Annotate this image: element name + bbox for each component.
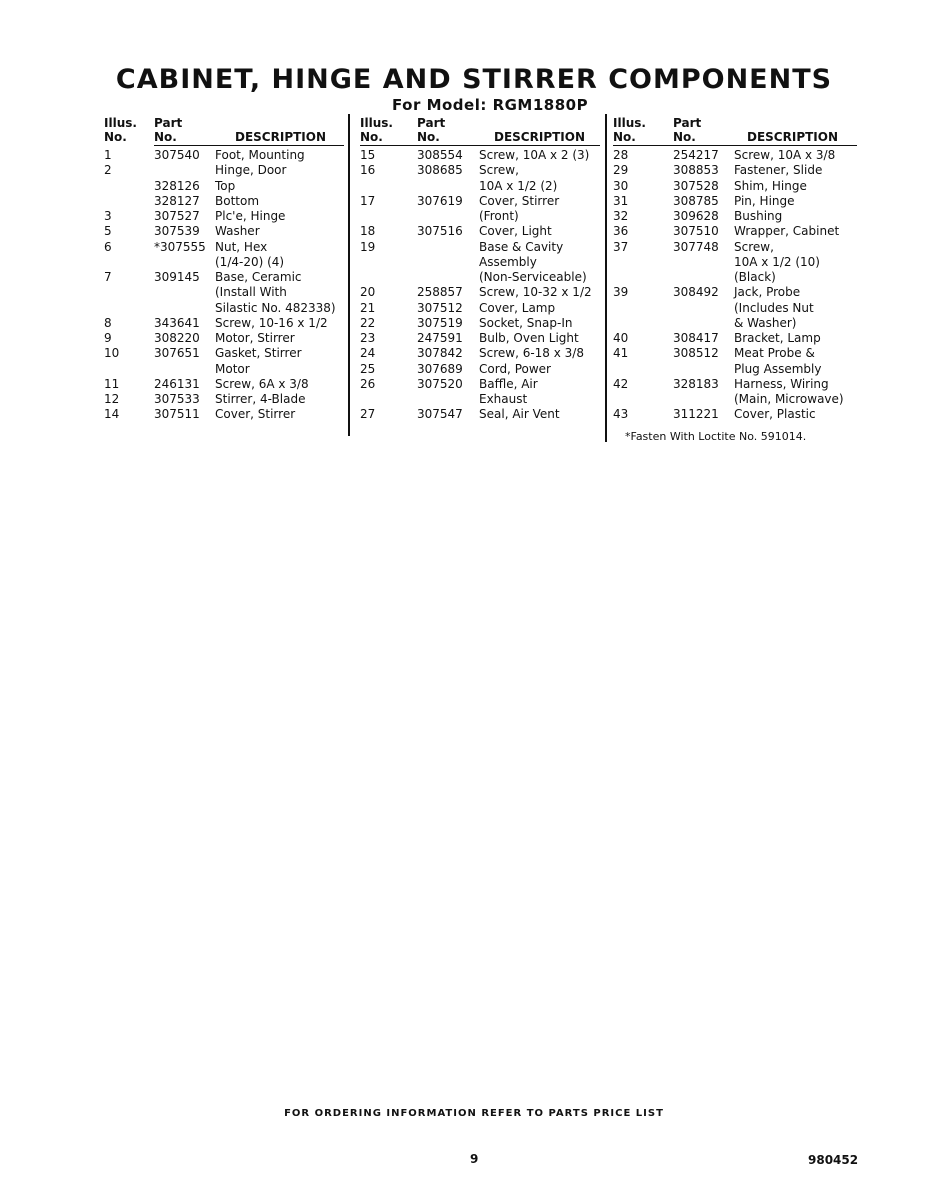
header-underline [154, 145, 344, 146]
illus-number: 37 [613, 239, 629, 254]
parts-row [613, 316, 865, 331]
illus-number: 19 [360, 239, 376, 254]
part-description: Baffle, Air [479, 376, 538, 391]
illus-number: 17 [360, 193, 376, 208]
parts-row [104, 209, 344, 224]
parts-row [360, 285, 606, 300]
part-number: 308492 [673, 285, 719, 300]
parts-row [104, 194, 344, 209]
part-description: Silastic No. 482338) [215, 300, 336, 315]
header-description: DESCRIPTION [235, 130, 327, 144]
parts-row [360, 224, 606, 239]
illus-number: 26 [360, 376, 376, 391]
illus-number: 10 [104, 346, 120, 361]
part-number: 307619 [417, 193, 463, 208]
part-number: 311221 [673, 407, 719, 422]
parts-row [613, 148, 865, 163]
parts-row [360, 346, 606, 361]
footnote: *Fasten With Loctite No. 591014. [625, 430, 807, 443]
parts-row [613, 362, 865, 377]
part-number: 307512 [417, 300, 463, 315]
part-description: Screw, 10-16 x 1/2 [215, 315, 328, 330]
parts-rows [360, 148, 606, 423]
parts-column-3 [613, 114, 865, 423]
illus-number: 15 [360, 148, 376, 162]
part-description: Socket, Snap-In [479, 315, 573, 330]
part-number: 308785 [673, 193, 719, 208]
parts-row [104, 316, 344, 331]
illus-number: 16 [360, 163, 376, 178]
part-description: 10A x 1/2 (2) [479, 178, 558, 193]
part-number: 307748 [673, 239, 719, 254]
illus-number: 36 [613, 224, 629, 239]
part-description: (Includes Nut [734, 300, 814, 315]
part-description: Screw, 10A x 3/8 [734, 148, 836, 162]
part-description: Gasket, Stirrer [215, 346, 302, 361]
illus-number: 41 [613, 346, 629, 361]
part-number: *307555 [154, 239, 206, 254]
parts-rows [104, 148, 344, 423]
illus-number: 43 [613, 407, 629, 422]
illus-number: 21 [360, 300, 376, 315]
part-number: 308554 [417, 148, 463, 162]
parts-row [104, 362, 344, 377]
parts-row [613, 194, 865, 209]
part-number: 247591 [417, 331, 463, 345]
page-title: CABINET, HINGE AND STIRRER COMPONENTS [115, 64, 833, 95]
illus-number: 3 [104, 209, 112, 223]
parts-rows [613, 148, 865, 423]
parts-row [104, 148, 344, 163]
parts-row [104, 240, 344, 255]
part-description: (Front) [479, 209, 519, 223]
parts-row [360, 179, 606, 194]
part-description: Exhaust [479, 392, 528, 406]
part-description: (Black) [734, 270, 776, 284]
part-number: 258857 [417, 285, 463, 300]
header-illus-no: Illus. No. [613, 116, 646, 144]
illus-number: 2 [104, 163, 112, 178]
part-number: 254217 [673, 148, 719, 162]
part-description: Cover, Stirrer [479, 193, 560, 208]
part-number: 307527 [154, 209, 200, 223]
parts-row [360, 163, 606, 178]
part-description: Cover, Stirrer [215, 407, 296, 422]
illus-number: 39 [613, 285, 629, 300]
parts-row [104, 255, 344, 270]
parts-row [104, 285, 344, 300]
part-description: Bulb, Oven Light [479, 331, 579, 345]
header-description: DESCRIPTION [747, 130, 839, 144]
part-number: 307539 [154, 224, 200, 239]
parts-row [613, 346, 865, 361]
part-description: (1/4-20) (4) [215, 254, 285, 269]
parts-row [360, 148, 606, 163]
part-number: 308220 [154, 331, 200, 345]
parts-row [613, 209, 865, 224]
part-description: Washer [215, 224, 260, 239]
part-description: Screw, 10-32 x 1/2 [479, 285, 592, 300]
part-description: Motor [215, 361, 250, 376]
parts-row [613, 377, 865, 392]
part-number: 308853 [673, 163, 719, 178]
header-part-no: Part No. [154, 116, 183, 144]
part-number: 307689 [417, 361, 463, 376]
part-number: 307520 [417, 376, 463, 391]
parts-row [104, 377, 344, 392]
parts-row [613, 301, 865, 316]
header-illus-no: Illus. No. [104, 116, 137, 144]
illus-number: 31 [613, 193, 629, 208]
part-number: 343641 [154, 315, 200, 330]
header-description: DESCRIPTION [494, 130, 586, 144]
part-description: Motor, Stirrer [215, 331, 295, 345]
parts-row [104, 407, 344, 422]
part-description: Screw, 6A x 3/8 [215, 376, 309, 391]
illus-number: 29 [613, 163, 629, 178]
part-number: 307842 [417, 346, 463, 361]
part-description: (Install With [215, 285, 287, 300]
parts-row [613, 224, 865, 239]
part-description: Assembly [479, 254, 537, 269]
parts-row [360, 209, 606, 224]
part-description: Cord, Power [479, 361, 551, 376]
illus-number: 20 [360, 285, 376, 300]
part-description: Nut, Hex [215, 239, 268, 254]
parts-row [360, 301, 606, 316]
illus-number: 25 [360, 361, 376, 376]
column-divider-1 [348, 114, 350, 436]
parts-column-2 [360, 114, 606, 423]
part-description: Top [215, 178, 236, 193]
parts-row [360, 407, 606, 422]
parts-row [104, 392, 344, 407]
part-number: 307651 [154, 346, 200, 361]
illus-number: 23 [360, 331, 376, 345]
parts-row [360, 392, 606, 407]
part-description: Plug Assembly [734, 361, 822, 376]
illus-number: 1 [104, 148, 112, 162]
part-number: 328127 [154, 193, 200, 208]
part-number: 308417 [673, 331, 719, 345]
parts-row [360, 240, 606, 255]
header-part-no: Part No. [673, 116, 702, 144]
parts-column-1 [104, 114, 344, 423]
illus-number: 12 [104, 392, 120, 406]
part-description: Bracket, Lamp [734, 331, 821, 345]
parts-row [104, 270, 344, 285]
column-header [104, 114, 344, 148]
part-number: 328126 [154, 178, 200, 193]
part-description: Cover, Light [479, 224, 552, 239]
part-description: Fastener, Slide [734, 163, 823, 178]
illus-number: 11 [104, 376, 120, 391]
illus-number: 28 [613, 148, 629, 162]
parts-row [104, 301, 344, 316]
header-illus-no: Illus. No. [360, 116, 393, 144]
part-description: Bottom [215, 193, 260, 208]
parts-row [613, 255, 865, 270]
page-number: 9 [470, 1152, 479, 1166]
part-number: 308685 [417, 163, 463, 178]
part-description: Meat Probe & [734, 346, 815, 361]
parts-row [613, 270, 865, 285]
illus-number: 27 [360, 407, 376, 422]
parts-row [613, 179, 865, 194]
parts-row [613, 163, 865, 178]
part-description: Shim, Hinge [734, 178, 807, 193]
illus-number: 18 [360, 224, 376, 239]
parts-row [613, 240, 865, 255]
parts-row [360, 331, 606, 346]
parts-row [360, 362, 606, 377]
illus-number: 40 [613, 331, 629, 345]
column-header [360, 114, 606, 148]
parts-row [360, 270, 606, 285]
illus-number: 9 [104, 331, 112, 345]
parts-row [104, 224, 344, 239]
part-number: 328183 [673, 376, 719, 391]
part-description: Cover, Plastic [734, 407, 816, 422]
part-number: 307511 [154, 407, 200, 422]
part-description: Base & Cavity [479, 239, 564, 254]
part-description: Pin, Hinge [734, 193, 795, 208]
part-description: Screw, 6-18 x 3/8 [479, 346, 584, 361]
part-description: Cover, Lamp [479, 300, 556, 315]
header-underline [613, 145, 857, 146]
part-description: Stirrer, 4-Blade [215, 392, 306, 406]
parts-row [613, 331, 865, 346]
part-number: 309628 [673, 209, 719, 223]
part-description: Foot, Mounting [215, 148, 305, 162]
ordering-info: FOR ORDERING INFORMATION REFER TO PARTS PRICE LIST [284, 1108, 664, 1119]
part-description: Base, Ceramic [215, 270, 302, 284]
parts-row [104, 163, 344, 178]
parts-row [104, 346, 344, 361]
part-description: Bushing [734, 209, 783, 223]
part-description: Seal, Air Vent [479, 407, 560, 422]
part-description: Screw, 10A x 2 (3) [479, 148, 590, 162]
illus-number: 42 [613, 376, 629, 391]
part-number: 308512 [673, 346, 719, 361]
part-number: 307516 [417, 224, 463, 239]
parts-row [613, 392, 865, 407]
part-description: & Washer) [734, 315, 797, 330]
parts-row [613, 285, 865, 300]
part-number: 309145 [154, 270, 200, 284]
part-description: Screw, [479, 163, 519, 178]
part-description: Screw, [734, 239, 774, 254]
model-subtitle: For Model: RGM1880P [392, 96, 589, 114]
parts-row [104, 331, 344, 346]
parts-row [360, 377, 606, 392]
parts-row [613, 407, 865, 422]
illus-number: 8 [104, 315, 112, 330]
part-number: 307540 [154, 148, 200, 162]
part-description: Hinge, Door [215, 163, 287, 178]
header-underline [360, 145, 600, 146]
parts-row [104, 179, 344, 194]
parts-row [360, 255, 606, 270]
part-description: (Main, Microwave) [734, 392, 844, 406]
column-header [613, 114, 865, 148]
illus-number: 14 [104, 407, 120, 422]
part-number: 307528 [673, 178, 719, 193]
part-number: 307519 [417, 315, 463, 330]
part-description: Wrapper, Cabinet [734, 224, 840, 239]
illus-number: 6 [104, 239, 112, 254]
illus-number: 24 [360, 346, 376, 361]
part-description: (Non-Serviceable) [479, 270, 587, 284]
illus-number: 5 [104, 224, 112, 239]
illus-number: 7 [104, 270, 112, 284]
parts-row [360, 316, 606, 331]
part-number: 307547 [417, 407, 463, 422]
parts-row [360, 194, 606, 209]
illus-number: 32 [613, 209, 629, 223]
part-description: Harness, Wiring [734, 376, 829, 391]
illus-number: 22 [360, 315, 376, 330]
part-number: 307510 [673, 224, 719, 239]
document-number: 980452 [808, 1153, 859, 1167]
part-description: 10A x 1/2 (10) [734, 254, 820, 269]
part-description: Jack, Probe [734, 285, 801, 300]
part-number: 246131 [154, 376, 200, 391]
header-part-no: Part No. [417, 116, 446, 144]
part-number: 307533 [154, 392, 200, 406]
part-description: Plc'e, Hinge [215, 209, 286, 223]
illus-number: 30 [613, 178, 629, 193]
